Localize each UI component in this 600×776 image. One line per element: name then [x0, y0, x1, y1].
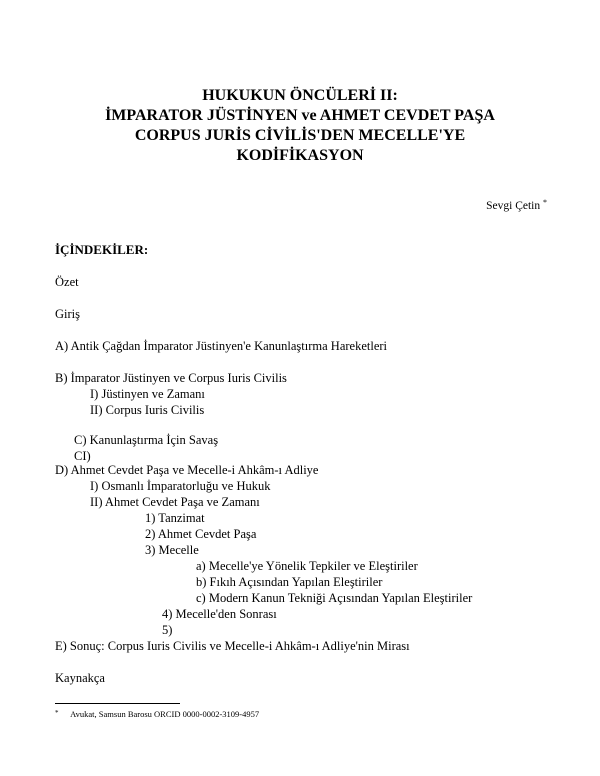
title-line-3: CORPUS JURİS CİVİLİS'DEN MECELLE'YE — [134, 127, 466, 144]
author — [486, 200, 547, 212]
toc-section-d: D) Ahmet Cevdet Paşa ve Mecelle-i Ahkâm-ı Adliye — [55, 463, 319, 477]
toc-section-b1: I) Jüstinyen ve Zamanı — [90, 387, 205, 401]
toc-section-d2-3c: c) Modern Kanun Tekniği Açısından Yapılan Eleştiriler — [196, 591, 473, 605]
toc-section-c1: CI) — [74, 449, 91, 463]
author-name: Sevgi Çetin — [486, 200, 541, 212]
footnote-text: Avukat, Samsun Barosu ORCID 0000-0002-3109-4957 — [70, 709, 260, 719]
footnote-mark: * — [55, 709, 59, 717]
toc-giris: Giriş — [55, 307, 80, 321]
toc-section-d2-3: 3) Mecelle — [145, 543, 199, 557]
toc-heading: İÇİNDEKİLER: — [55, 242, 149, 257]
toc-ozet: Özet — [55, 275, 79, 289]
toc-kaynakca: Kaynakça — [55, 671, 105, 685]
toc-section-a: A) Antik Çağdan İmparator Jüstinyen'e Kanunlaştırma Hareketleri — [55, 339, 388, 353]
title-line-4: KODİFİKASYON — [236, 147, 364, 164]
toc-section-d2-5: 5) — [162, 623, 173, 637]
toc-section-b2: II) Corpus Iuris Civilis — [90, 403, 205, 417]
footnote — [55, 709, 259, 719]
toc-section-b: B) İmparator Jüstinyen ve Corpus Iuris Civilis — [55, 371, 287, 385]
toc-section-d2-4: 4) Mecelle'den Sonrası — [162, 607, 277, 621]
author-footnote-mark: * — [543, 198, 547, 207]
toc-section-d2: II) Ahmet Cevdet Paşa ve Zamanı — [90, 495, 260, 509]
title-line-1: HUKUKUN ÖNCÜLERİ II: — [202, 87, 398, 104]
footnote-divider — [55, 703, 180, 704]
toc-section-e: E) Sonuç: Corpus Iuris Civilis ve Mecelle-i Ahkâm-ı Adliye'nin Mirası — [55, 639, 410, 653]
title-line-2: İMPARATOR JÜSTİNYEN ve AHMET CEVDET PAŞA — [105, 107, 495, 124]
toc-section-d1: I) Osmanlı İmparatorluğu ve Hukuk — [90, 479, 271, 493]
toc-section-d2-1: 1) Tanzimat — [145, 511, 205, 525]
toc-section-c: C) Kanunlaştırma İçin Savaş — [74, 433, 219, 447]
toc-section-d2-3a: a) Mecelle'ye Yönelik Tepkiler ve Eleştiriler — [196, 559, 418, 573]
toc-section-d2-3b: b) Fıkıh Açısından Yapılan Eleştiriler — [196, 575, 383, 589]
toc-section-d2-2: 2) Ahmet Cevdet Paşa — [145, 527, 257, 541]
